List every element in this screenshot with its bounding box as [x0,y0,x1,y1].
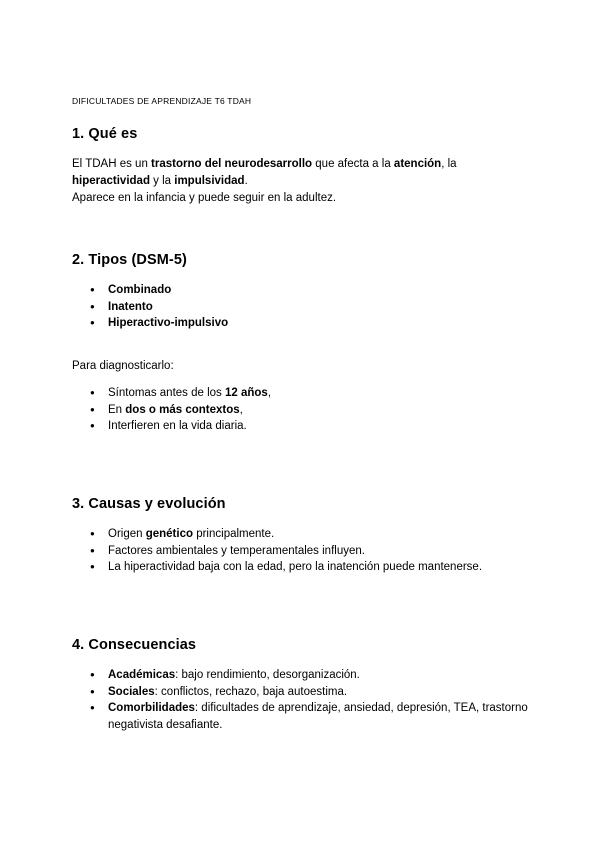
type-label: Inatento [108,300,153,313]
bold-term: 12 años [224,387,268,399]
list-item [72,418,542,435]
diagnosis-intro: Para diagnosticarlo: [72,360,174,372]
consequences-list [72,667,542,733]
text-run: , [267,387,272,399]
text-run: , [239,403,243,416]
bold-term: impulsividad [174,175,245,187]
onset-text: Aparece en la infancia y puede seguir en la adultez. [72,192,337,204]
causes-list [72,526,542,576]
text-run: , la [441,158,457,170]
bold-term: trastorno del neurodesarrollo [151,158,313,170]
list-item [72,385,542,402]
bold-term: genético [145,528,194,540]
list-item [72,299,542,316]
text-run: y la [149,175,175,187]
section-heading-tipos: 2. Tipos (DSM-5) [72,252,187,268]
section-heading-consecuencias: 4. Consecuencias [72,637,197,653]
bold-term: Sociales [108,685,155,698]
list-item [72,543,542,560]
text-run: . [244,175,248,187]
list-item [72,315,542,332]
bold-term: Académicas [108,669,176,681]
text-run: Factores ambientales y temperamentales influyen. [108,544,365,557]
criteria-list [72,385,542,435]
text-run: Interfieren en la vida diaria. [108,420,247,432]
definition-paragraph [72,156,532,207]
text-run: Origen [108,528,146,540]
bold-term: hiperactividad [72,175,150,187]
text-run: : dificultades de aprendizaje, ansiedad, depresión, TEA, trastorno negativista desafiante. [108,702,528,731]
text-run: En [108,403,126,416]
list-item [72,526,542,543]
types-list [72,282,542,332]
text-run: La hiperactividad baja con la edad, pero la inatención puede mantenerse. [108,561,483,573]
text-run: : conflictos, rechazo, baja autoestima. [154,685,348,698]
type-label: Hiperactivo-impulsivo [108,317,229,329]
section-heading-que-es: 1. Qué es [72,126,138,142]
text-run: que afecta a la [312,158,394,170]
bold-term: atención [393,158,442,170]
list-item [72,700,542,733]
list-item [72,282,542,299]
list-item [72,559,542,576]
text-run: El TDAH es un [72,158,152,170]
text-run: : bajo rendimiento, desorganización. [175,669,360,681]
section-heading-causas: 3. Causas y evolución [72,496,226,512]
bold-term: Comorbilidades [108,702,195,714]
bold-term: dos o más contextos [125,403,240,416]
text-run: Síntomas antes de los [108,387,225,399]
list-item [72,684,542,701]
type-label: Combinado [108,284,172,296]
list-item [72,402,542,419]
document-title: DIFICULTADES DE APRENDIZAJE T6 TDAH [72,96,252,106]
text-run: principalmente. [193,528,275,540]
list-item [72,667,542,684]
